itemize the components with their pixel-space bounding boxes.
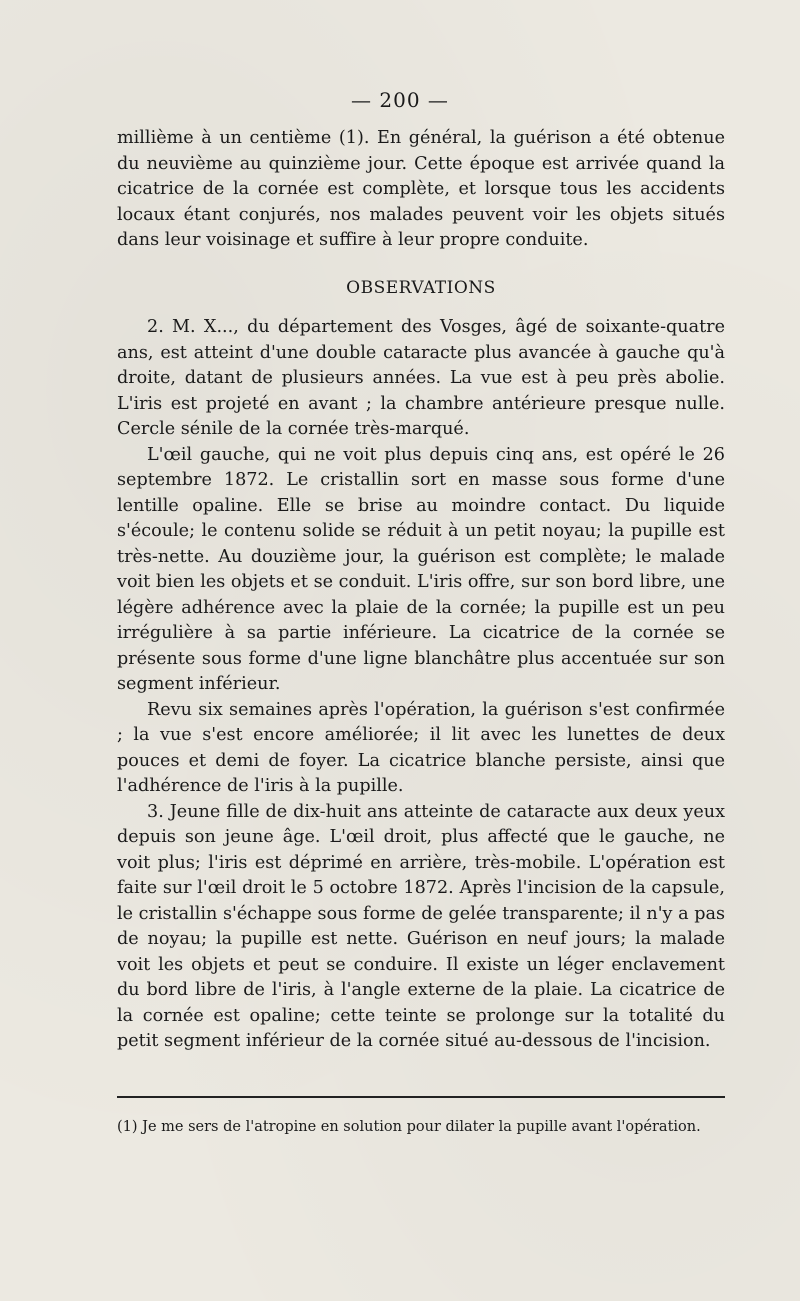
footnote: (1) Je me sers de l'atropine en solution pour dilater la pupille avant l'opération. xyxy=(117,1119,701,1135)
observation-3-paragraph: 3. Jeune fille de dix-huit ans atteinte de cataracte aux deux yeux depuis son jeune âge. L'œil droit, plus affecté que le gauche, ne voit plus; l'iris est déprimé en arrière, très-mobile. L'opération est faite sur l'œil droit le 5 octobre 1872. Après l'incision de la capsule, le cristallin s'échappe sous forme de gelée transparente; il n'y a pas de noyau; la pupille est nette. Guérison en neuf jours; la malade voit les objets et peut se conduire. Il existe un léger enclavement du bord libre de l'iris, à l'angle externe de la plaie. La cicatrice de la cornée est opaline; cette teinte se prolonge sur la totalité du petit segment inférieur de la cornée situé au-dessous de l'incision. xyxy=(117,801,725,1051)
observation-2-operation-paragraph: L'œil gauche, qui ne voit plus depuis cinq ans, est opéré le 26 septembre 1872. Le cristallin sort en masse sous forme d'une lentille opaline. Elle se brise au moindre contact. Du liquide s'écoule; le contenu solide se réduit à un petit noyau; la pupille est très-nette. Au douzième jour, la guérison est complète; le malade voit bien les objets et se conduit. L'iris offre, sur son bord libre, une légère adhérence avec la plaie de la cornée; la pupille est un peu irrégulière à sa partie inférieure. La cicatrice de la cornée se présente sous forme d'une ligne blanchâtre plus accentuée sur son segment inférieur. xyxy=(117,444,725,694)
observation-2-paragraph: 2. M. X..., du département des Vosges, âgé de soixante-quatre ans, est atteint d'une double cataracte plus avancée à gauche qu'à droite, datant de plusieurs années. La vue est à peu près abolie. L'iris est projeté en avant ; la chambre antérieure presque nulle. Cercle sénile de la cornée très-marqué. xyxy=(117,317,725,439)
page-number: — 200 — xyxy=(351,88,449,112)
intro-paragraph: millième à un centième (1). En général, la guérison a été obtenue du neuvième au quinzième jour. Cette époque est arrivée quand la cicatrice de la cornée est complète, et lorsque tous les accidents locaux étant conjurés, nos malades peuvent voir les objets situés dans leur voisinage et suffire à leur propre conduite. xyxy=(117,128,725,250)
footnote-divider xyxy=(117,1096,725,1098)
observation-2-followup-paragraph: Revu six semaines après l'opération, la guérison s'est confirmée ; la vue s'est encore améliorée; il lit avec les lunettes de deux pouces et demi de foyer. La cicatrice blanche persiste, ainsi que l'adhérence de l'iris à la pupille. xyxy=(117,699,725,796)
section-heading: OBSERVATIONS xyxy=(346,277,496,298)
body-text xyxy=(117,126,725,1055)
